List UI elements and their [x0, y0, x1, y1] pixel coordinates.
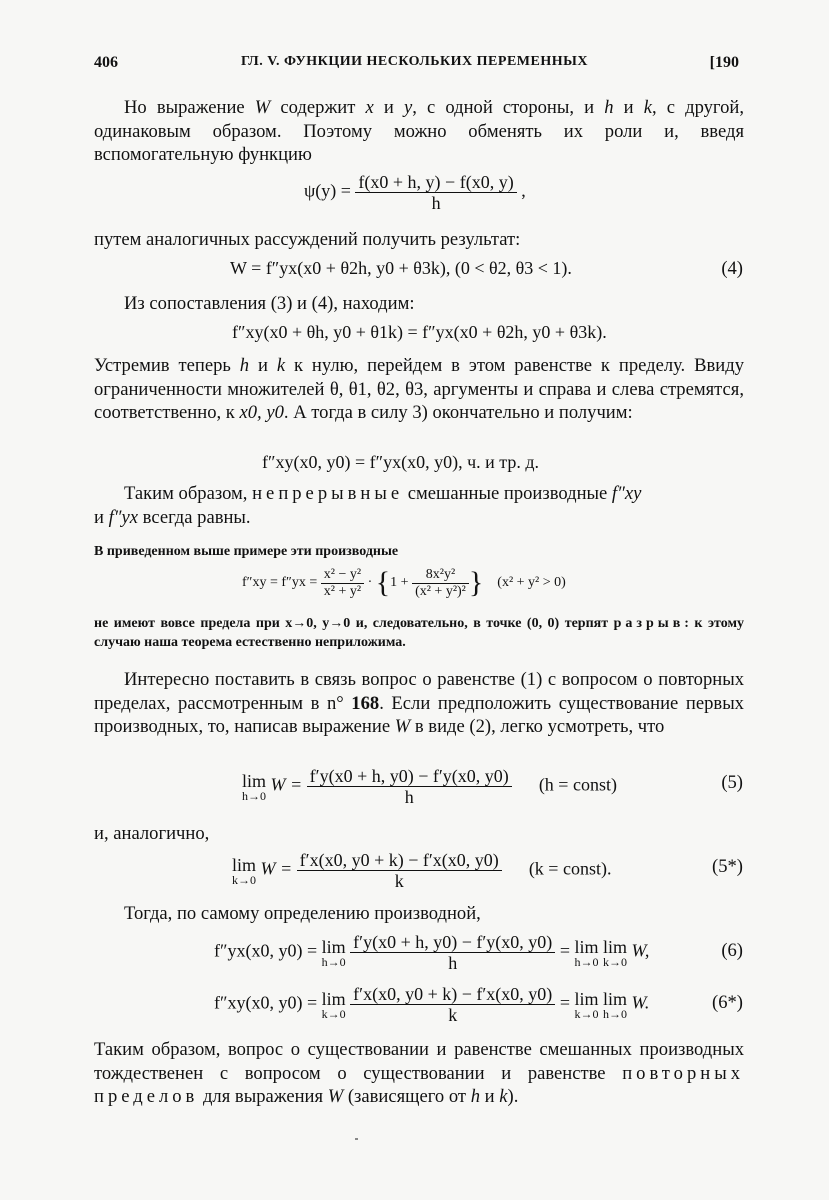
paragraph-8: Тогда, по самому определению производной,	[124, 903, 481, 924]
paragraph-1: Но выражение W содержит x и y, с одной стороны, и h и k, с другой, одинаковым образом. Поэтому можно обменять их роли и, введя вспомогательную функцию	[94, 97, 744, 166]
paragraph-3: Из сопоставления (3) и (4), находим:	[124, 293, 415, 314]
equation-6-number: (6)	[721, 940, 743, 961]
equation-6: f″yx(x0, y0) = lim h→0 $\frac{f'y(x0 + h, y0) - f'y(x0, y0)}{h}$ = lim h→0 lim k→0 W,	[214, 932, 650, 973]
paragraph-7: и, аналогично,	[94, 823, 210, 844]
equation-4: W = f″yx(x0 + θ2h, y0 + θ3k), (0 < θ2, θ3 < 1).	[230, 258, 572, 278]
equation-final: f″xy(x0, y0) = f″yx(x0, y0), ч. и тр. д.	[262, 452, 540, 472]
paragraph-2: путем аналогичных рассуждений получить результат:	[94, 229, 521, 250]
paragraph-9: Таким образом, вопрос о существовании и равенстве смешанных производных тождественен с вопросом о существовании и равенстве повторных пределов для выражения W (зависящего от h и k).	[94, 1039, 744, 1108]
equation-6-star: f″xy(x0, y0) = lim k→0 $\frac{f'x(x0, y0 + k) - f'x(x0, y0)}{k}$ = lim k→0 lim h→0 W.	[214, 984, 650, 1025]
equation-6-star-number: (6*)	[712, 992, 743, 1013]
equation-5: lim h→0 W = $\frac{f'y(x0 + h, y0) - f'y(x0, y0)}{h}$ (h = const)	[242, 766, 617, 807]
scan-speck	[355, 1138, 358, 1140]
equation-5-star: lim k→0 W = $\frac{f'x(x0, y0 + k) - f'x(x0, y0)}{k}$ (k = const).	[232, 850, 612, 891]
section-number: [190	[709, 54, 739, 71]
equation-psi: ψ(y) = $\frac{f(x0 + h, y) - f(x0, y)}{h}$ ,	[304, 172, 526, 213]
equation-4-number: (4)	[721, 258, 743, 279]
page-number: 406	[94, 54, 118, 71]
small-note-1: В приведенном выше примере эти производные	[94, 544, 399, 559]
paragraph-4: Устремив теперь h и k к нулю, перейдем в этом равенстве к пределу. Ввиду ограниченности множителей θ, θ1, θ2, θ3, аргументы и справа и слева стремятся, соответственно, к x0, y0. А тогда в силу 3) окончательно и получим:	[94, 355, 744, 424]
equation-comparison: f″xy(x0 + θh, y0 + θ1k) = f″yx(x0 + θ2h, y0 + θ3k).	[232, 322, 607, 342]
equation-example: f″xy = f″yx = $\frac{\text{x² − y²}}{\text{x² + y²}}$ · {1 + $\frac{\text{8x²y²}}{\text{(x² + y²)²}}$ } (x² + y² > 0)	[242, 566, 566, 599]
equation-5-number: (5)	[721, 772, 743, 793]
paragraph-6: Интересно поставить в связь вопрос о равенстве (1) с вопросом о повторных пределах, рассмотренным в n° 168. Если предположить существование первых производных, то, написав выражение W в виде (2), легко усмотреть, что	[94, 669, 744, 738]
running-title: ГЛ. V. ФУНКЦИИ НЕСКОЛЬКИХ ПЕРЕМЕННЫХ	[241, 54, 588, 69]
small-note-2: не имеют вовсе предела при x→0, y→0 и, следовательно, в точке (0, 0) терпят разрыв: к этому случаю наша теорема естественно неприложима.	[94, 616, 744, 650]
paragraph-5: Таким образом, непрерывные смешанные производные f″xy и f″yx всегда равны.	[94, 483, 642, 528]
equation-5-star-number: (5*)	[712, 856, 743, 877]
